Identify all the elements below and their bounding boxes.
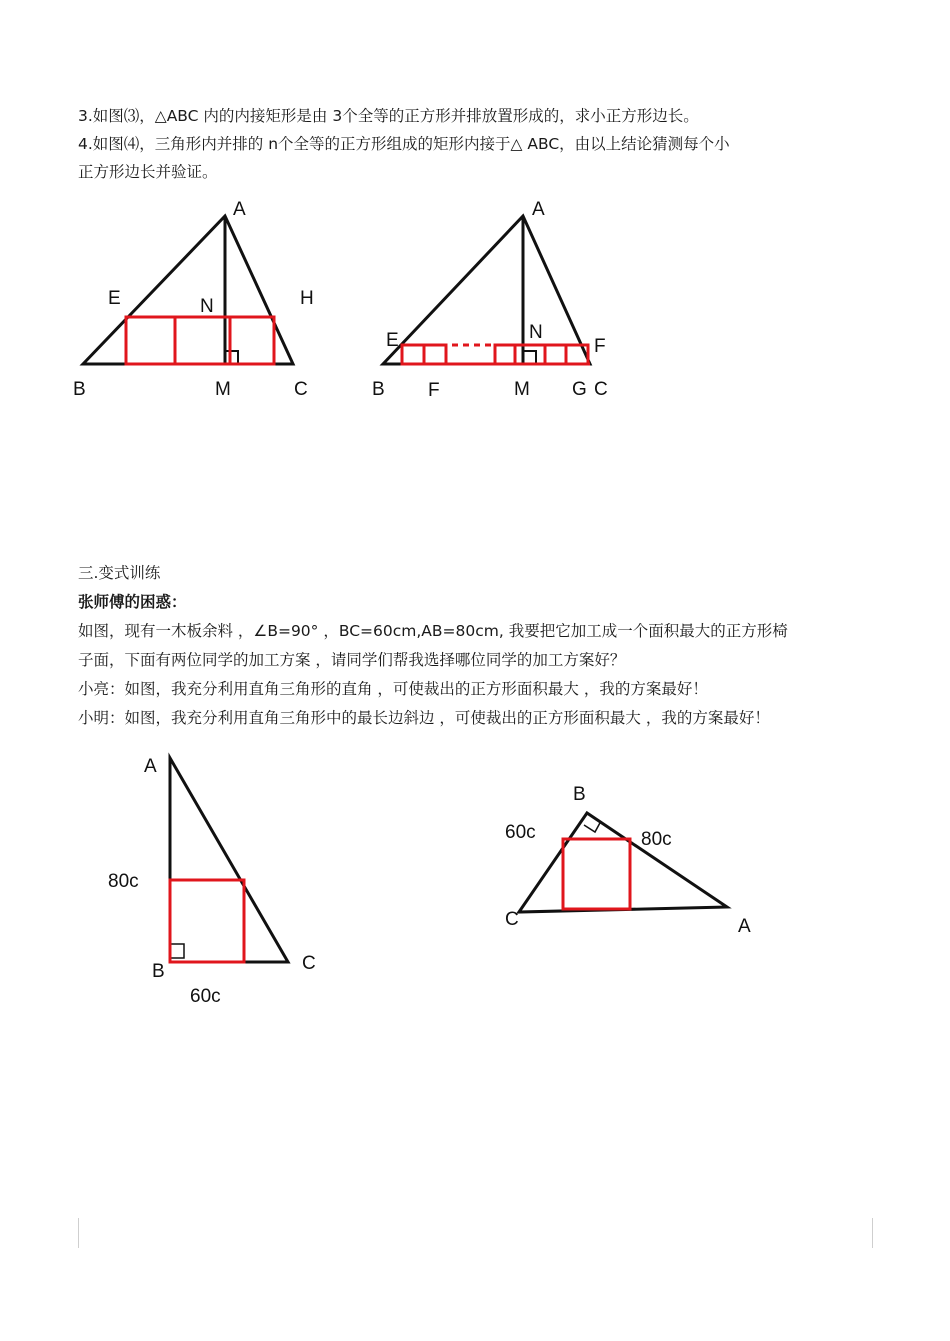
xiaoming-text: 小明：如图，我充分利用直角三角形中的最长边斜边 ，可使裁出的正方形面积最大 ，我的方案最好！: [78, 709, 770, 727]
label-c: C: [302, 953, 316, 974]
label-side-bc: 60c: [505, 822, 536, 843]
label-f-bottom: F: [428, 380, 440, 401]
problem-para-line1: 如图，现有一木板余料 ，∠B=90° ，BC=60cm,AB=80cm, 我要把它加工成一个面积最大的正方形椅: [78, 622, 788, 640]
label-n: N: [200, 296, 214, 317]
label-m: M: [514, 379, 530, 400]
margin-mark-left: [78, 1218, 79, 1248]
xiaoliang-text: 小亮：如图，我充分利用直角三角形的直角 ，可使裁出的正方形面积最大 ，我的方案最好！: [78, 680, 708, 698]
label-b: B: [573, 784, 586, 805]
label-side-ab: 80c: [108, 871, 139, 892]
section-title: 张师傅的困惑：: [78, 593, 187, 611]
label-e: E: [386, 330, 399, 351]
label-n: N: [529, 322, 543, 343]
margin-mark-right: [872, 1218, 873, 1248]
right-triangle: [519, 813, 727, 912]
label-e: E: [108, 288, 121, 309]
problem-para-line2: 子面，下面有两位同学的加工方案 ，请同学们帮我选择哪位同学的加工方案好？: [78, 651, 626, 669]
label-g: G: [572, 379, 587, 400]
label-side-bc: 60c: [190, 986, 221, 1007]
label-c: C: [294, 379, 308, 400]
label-c: C: [594, 379, 608, 400]
label-b: B: [152, 961, 165, 982]
section-heading: 三.变式训练: [78, 564, 161, 582]
cut-square: [563, 839, 630, 909]
right-angle-mark: [584, 821, 601, 832]
label-f-right: F: [594, 336, 606, 357]
label-m: M: [215, 379, 231, 400]
label-b: B: [372, 379, 385, 400]
label-h: H: [300, 288, 314, 309]
problem-4-text-line1: 4.如图⑷，三角形内并排的 n个全等的正方形组成的矩形内接于△ ABC，由以上结论猜测每个小: [78, 135, 730, 153]
label-c: C: [505, 909, 519, 930]
label-a: A: [532, 199, 545, 220]
label-a: A: [738, 916, 751, 937]
label-side-ba: 80c: [641, 829, 672, 850]
label-a: A: [233, 199, 246, 220]
problem-4-text-line2: 正方形边长并验证。: [78, 163, 218, 181]
label-b: B: [73, 379, 86, 400]
problem-3-text: 3.如图⑶，△ABC 内的内接矩形是由 3个全等的正方形并排放置形成的，求小正方形边长。: [78, 107, 699, 125]
label-a: A: [144, 756, 157, 777]
